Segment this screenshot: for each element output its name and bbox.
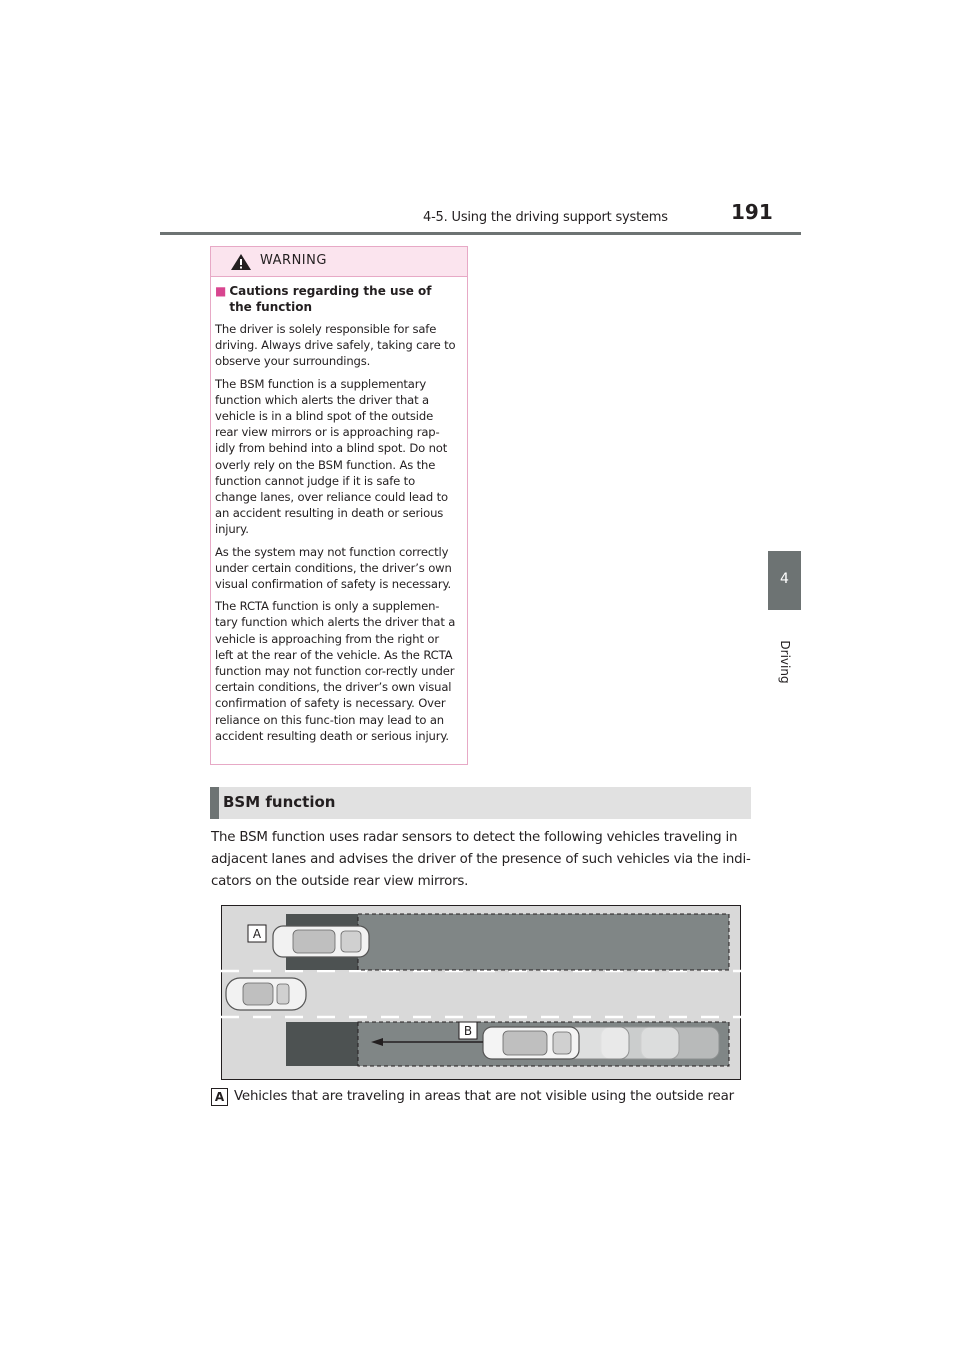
warning-heading — [215, 283, 457, 315]
warning-paragraph: The driver is solely responsible for safe driving. Always drive safely, taking care to observe your surroundings. — [215, 322, 456, 369]
section-heading-bar — [210, 787, 751, 819]
bsm-detection-diagram — [221, 905, 741, 1080]
warning-triangle-icon — [230, 253, 252, 271]
warning-paragraph: The BSM function is a supplementary function which alerts the driver that a vehicle is in a blind spot of the outside rear view mirrors or is approaching rap-idly from behind into a blind spot. Do not overly rely on the BSM function. As the function cannot judge if it is safe to change lanes, over reliance could lead to an accident resulting in death or serious injury. — [215, 376, 448, 537]
legend-row-a — [211, 1088, 771, 1108]
warning-heading-text: Cautions regarding the use of the function — [229, 284, 432, 314]
chapter-number: 4 — [780, 571, 789, 587]
vehicle-a — [273, 926, 369, 957]
chapter-label — [768, 642, 801, 682]
legend-text-a: Vehicles that are traveling in areas that are not visible using the outside rear — [234, 1089, 734, 1104]
section-title: BSM function — [223, 793, 336, 811]
warning-box — [210, 246, 468, 765]
header-section-title: 4-5. Using the driving support systems — [423, 210, 668, 225]
own-vehicle — [226, 978, 306, 1010]
diagram-label-a: A — [252, 927, 262, 941]
page-number: 191 — [731, 200, 773, 224]
square-bullet-icon: ■ — [215, 284, 227, 298]
warning-paragraph: As the system may not function correctly under certain conditions, the driver’s own visual confirmation of safety is necessary. — [215, 544, 452, 592]
warning-header — [211, 247, 467, 277]
header-rule — [160, 232, 801, 235]
warning-title: WARNING — [260, 253, 327, 268]
legend-tag-a: A — [211, 1088, 228, 1106]
vehicle-b-trail — [483, 1027, 719, 1059]
section-accent — [210, 787, 219, 819]
warning-paragraph: The RCTA function is only a supplemen-tary function which alerts the driver that a vehicle is approaching from the right or left at the rear of the vehicle. As the RCTA function may not function cor-rectly under certain conditions, the driver’s own visual confirmation of safety is necessary. Over reliance on this func-tion may lead to an accident resulting death or serious injury. — [215, 599, 456, 743]
chapter-tab — [768, 551, 801, 610]
diagram-label-b: B — [463, 1024, 473, 1038]
body-paragraph: The BSM function uses radar sensors to detect the following vehicles traveling in adjacent lanes and advises the driver of the presence of such vehicles via the indi-cators on the outside rear view mirrors. — [211, 830, 751, 889]
chapter-label-text: Driving — [777, 640, 792, 684]
warning-body — [211, 277, 467, 744]
